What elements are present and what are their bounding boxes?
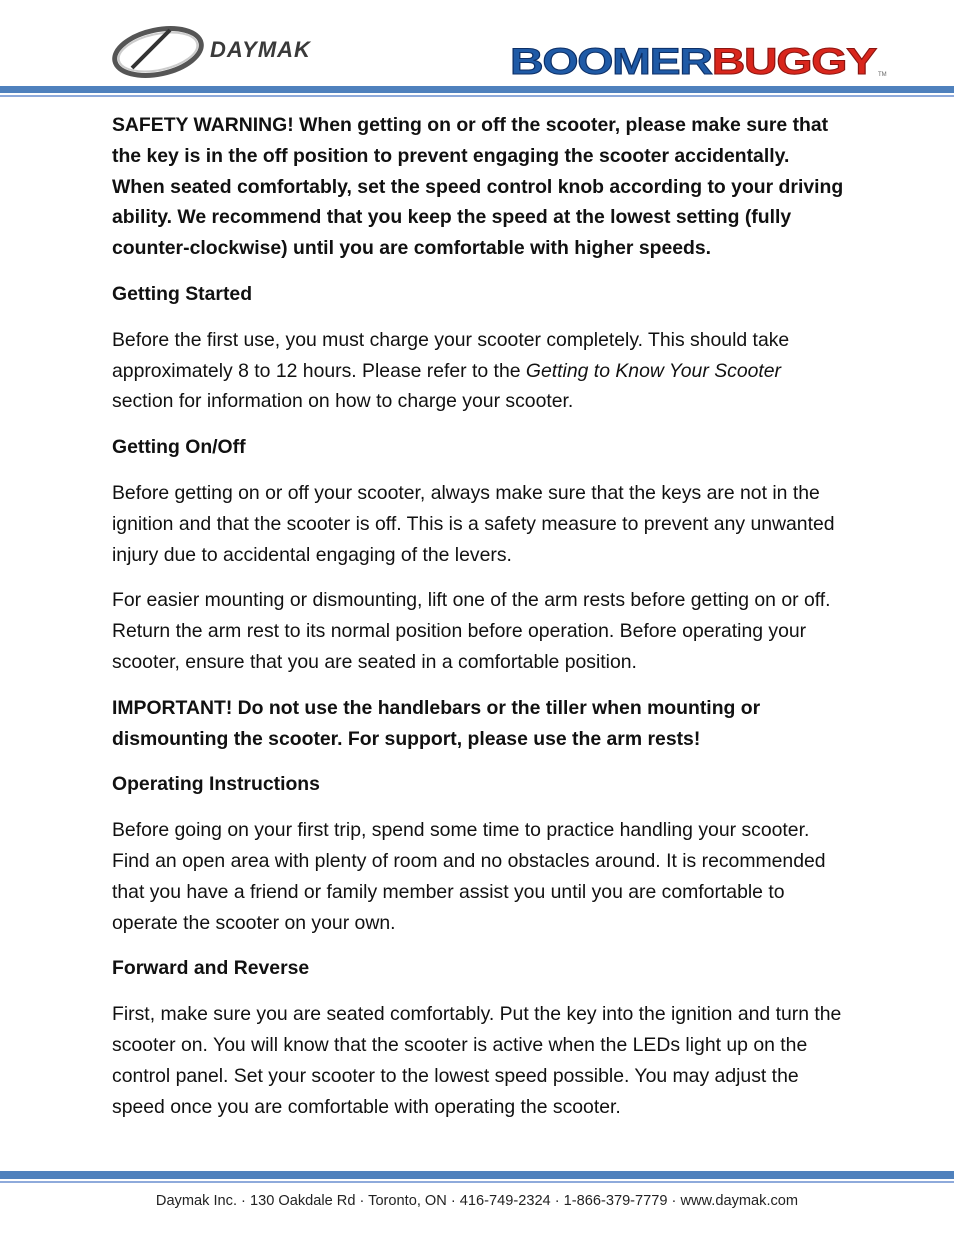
daymak-logo-text: DAYMAK — [210, 37, 311, 62]
important-warning: IMPORTANT! Do not use the handlebars or the tiller when mounting or dismounting the scooter. For support, please use the arm rests! — [112, 696, 761, 750]
heading-operating-instructions: Operating Instructions — [112, 773, 320, 796]
header-rule — [0, 86, 954, 93]
paragraph-forward-reverse: First, make sure you are seated comfortably. Put the key into the ignition and turn the scooter on. You will know that the scooter is active when the LEDs light up on the control panel. Set your scooter to the lowest speed possible. You may adjust the speed once you are comfortable with operating the scooter. — [112, 1003, 842, 1118]
document-body — [112, 110, 847, 1137]
safety-warning: SAFETY WARNING! When getting on or off the scooter, please make sure that the key is in the off position to prevent engaging the scooter accidentally. When seated comfortably, set the speed control knob according to your driving ability. We recommend that you keep the speed at the lowest setting (fully counter-clockwise) until you are comfortable with higher speeds. — [112, 114, 844, 260]
boomer-logo-part1: BOOMER — [510, 41, 671, 80]
page-footer: Daymak Inc. · 130 Oakdale Rd · Toronto, ON · 416-749-2324 · 1-866-379-7779 · www.daymak.com — [155, 1193, 799, 1209]
daymak-logo — [112, 20, 337, 80]
heading-getting-started: Getting Started — [112, 282, 253, 305]
paragraph-getting-on-off-2: For easier mounting or dismounting, lift one of the arm rests before getting on or off. Return the arm rest to its normal position before operation. Before operating your scooter, ensure that you are seated in a comfortable position. — [112, 589, 831, 673]
trademark-mark: TM — [878, 72, 887, 78]
paragraph-operating-instructions: Before going on your first trip, spend some time to practice handling your scooter. Find an open area with plenty of room and no obstacles around. It is recommended that you have a friend or family member assist you until you are comfortable to operate the scooter on your own. — [112, 819, 826, 934]
footer-rule-thin — [0, 1181, 954, 1183]
header-rule-thin — [0, 95, 954, 97]
boomerbuggy-logo — [510, 40, 890, 80]
heading-getting-on-off: Getting On/Off — [112, 436, 246, 459]
getting-started-text-end: section for information on how to charge your scooter. — [112, 390, 574, 413]
getting-started-reference: Getting to Know Your Scooter — [525, 359, 782, 382]
paragraph-getting-started — [112, 325, 847, 417]
footer-rule — [0, 1171, 954, 1179]
buggy-logo-part2: BUGGY — [711, 41, 843, 80]
getting-started-text: Before the first use, you must charge your scooter completely. This should take approximately 8 to 12 hours. Please refer to the — [112, 328, 790, 382]
heading-forward-reverse: Forward and Reverse — [112, 957, 310, 980]
paragraph-getting-on-off-1: Before getting on or off your scooter, always make sure that the keys are not in the ignition and that the scooter is off. This is a safety measure to prevent any unwanted injury due to accidental engaging of the levers. — [112, 481, 835, 566]
svg-text:BOOMERBUGGY — [510, 41, 878, 80]
page-header — [0, 0, 954, 98]
